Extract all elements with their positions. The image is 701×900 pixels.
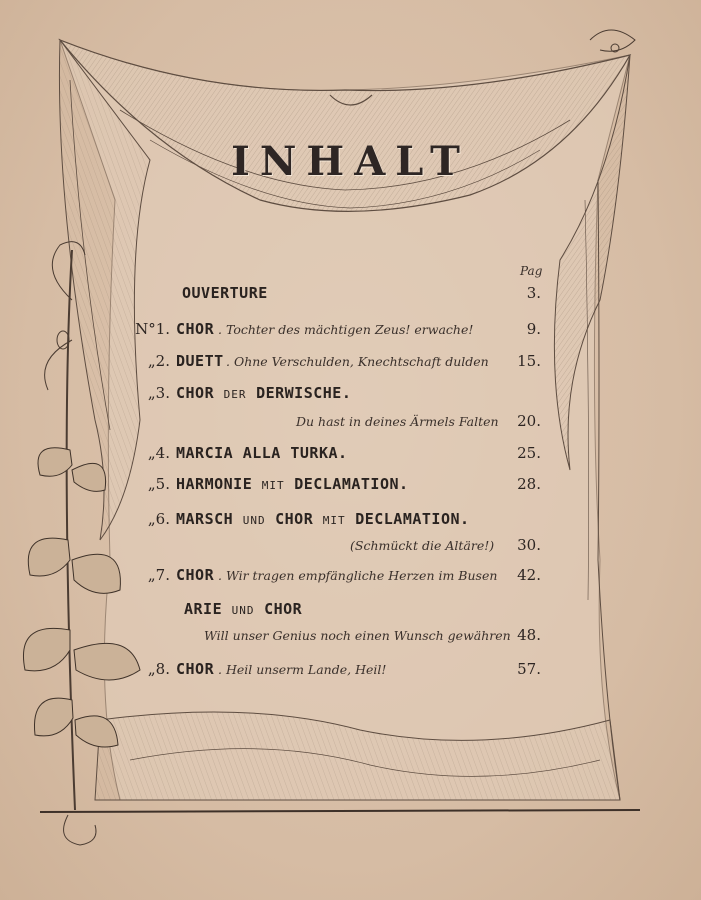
toc-entry-4 (0, 444, 701, 468)
entry-number: „5. (147, 475, 170, 493)
toc-entry-1 (0, 320, 701, 344)
entry-page-number: 57. (517, 660, 541, 678)
label-connector: MIT (261, 479, 285, 492)
toc-entry-8 (0, 660, 701, 684)
label-main: MARSCH (176, 510, 234, 528)
toc-entry-3-sub (0, 412, 701, 436)
toc-entry-ouverture (0, 284, 701, 308)
entry-page-number: 25. (517, 444, 541, 462)
entry-label (176, 475, 409, 493)
entry-page-number: 9. (526, 320, 541, 338)
entry-label (176, 384, 351, 402)
label-main: HARMONIE (176, 475, 253, 493)
entry-label: DUETT (176, 352, 224, 370)
toc-entry-5 (0, 475, 701, 499)
label-rest-2: DECLAMATION. (355, 510, 470, 528)
entry-subtitle: Will unser Genius noch einen Wunsch gewähren (204, 628, 511, 643)
entry-subtitle: . Tochter des mächtigen Zeus! erwache! (218, 322, 474, 337)
label-rest: DERWISCHE. (256, 384, 352, 402)
entry-number: „8. (147, 660, 170, 678)
label-connector: UND (242, 514, 266, 527)
toc-entry-arie (0, 600, 701, 624)
entry-number: „7. (147, 566, 170, 584)
toc-entry-6-sub (0, 536, 701, 560)
entry-page-number: 15. (517, 352, 541, 370)
label-connector: UND (231, 604, 255, 617)
entry-page-number: 20. (517, 412, 541, 430)
entry-number: „2. (147, 352, 170, 370)
label-connector-2: MIT (322, 514, 346, 527)
page-title: INHALT (231, 138, 470, 185)
entry-subtitle: (Schmückt die Altäre!) (350, 538, 495, 553)
entry-number: „4. (147, 444, 170, 462)
entry-page-number: 42. (517, 566, 541, 584)
entry-page-number: 48. (517, 626, 541, 644)
toc-entry-3 (0, 384, 701, 408)
entry-page-number: 30. (517, 536, 541, 554)
label-rest: CHOR (275, 510, 314, 528)
entry-label: CHOR (176, 660, 215, 678)
toc-entry-2 (0, 352, 701, 376)
toc-entry-6 (0, 510, 701, 534)
entry-subtitle: Du hast in deines Ärmels Falten (296, 414, 499, 429)
entry-page-number: 28. (517, 475, 541, 493)
entry-label (176, 510, 470, 528)
entry-label: MARCIA ALLA TURKA. (176, 444, 348, 462)
label-rest: CHOR (264, 600, 303, 618)
label-rest: DECLAMATION. (294, 475, 409, 493)
toc-entry-arie-sub (0, 626, 701, 650)
toc-entry-7 (0, 566, 701, 590)
page-column-header: Pag (520, 264, 543, 278)
entry-subtitle: . Wir tragen empfängliche Herzen im Busen (218, 568, 498, 583)
entry-label: OUVERTURE (182, 284, 268, 302)
entry-number: N°1. (135, 320, 170, 338)
label-connector: DER (223, 388, 247, 401)
entry-page-number: 3. (526, 284, 541, 302)
label-main: CHOR (176, 384, 215, 402)
entry-number: „3. (147, 384, 170, 402)
label-main: ARIE (184, 600, 223, 618)
entry-subtitle: . Heil unserm Lande, Heil! (218, 662, 387, 677)
entry-label: CHOR (176, 566, 215, 584)
entry-subtitle: . Ohne Verschulden, Knechtschaft dulden (226, 354, 489, 369)
entry-label: CHOR (176, 320, 215, 338)
entry-number: „6. (147, 510, 170, 528)
entry-label (184, 600, 302, 618)
